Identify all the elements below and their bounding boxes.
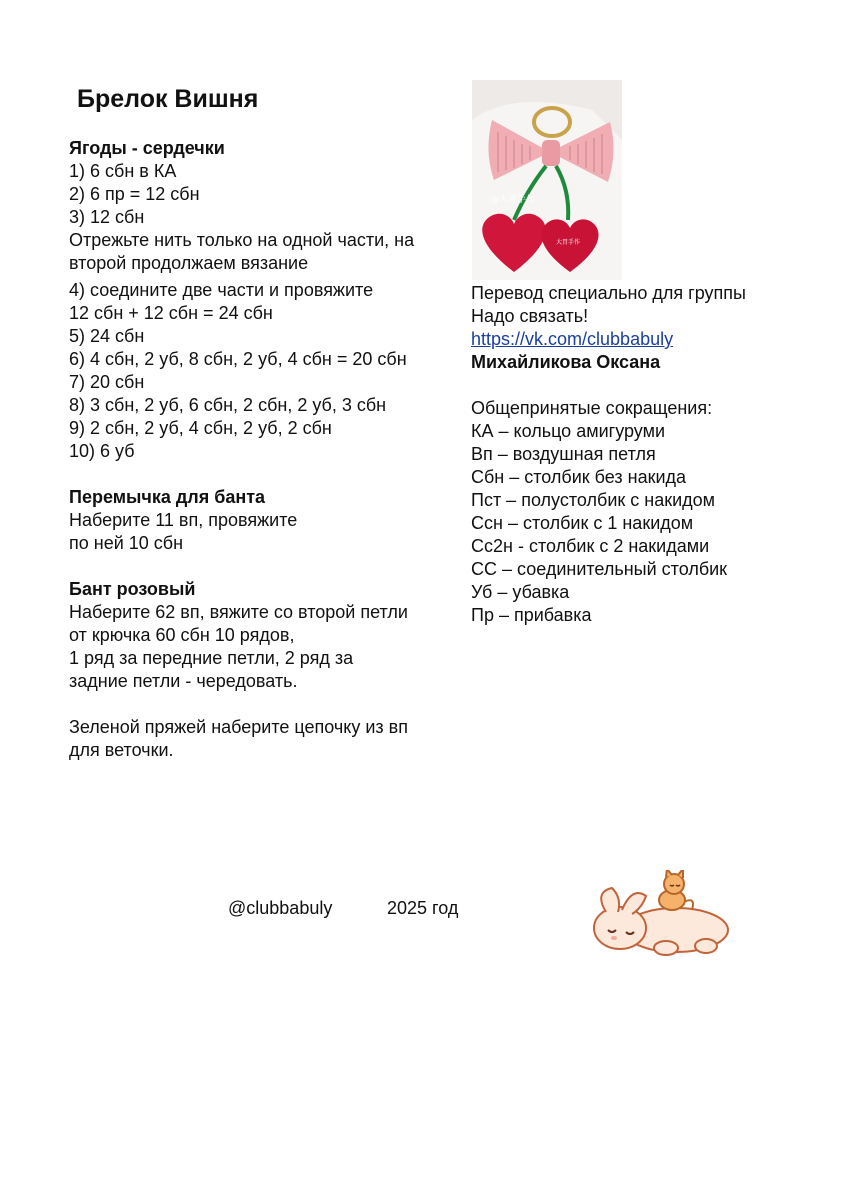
footer-handle: @clubbabuly xyxy=(228,898,333,918)
heart-watermark: 大胃手作 xyxy=(556,239,581,246)
product-photo xyxy=(472,80,622,280)
abbreviation-item: Сс2н - столбик с 2 накидами xyxy=(471,536,710,556)
translation-note: Перевод специально для группы xyxy=(471,283,746,303)
footer-year: 2025 год xyxy=(387,898,459,918)
abbreviation-item: Сбн – столбик без накида xyxy=(471,467,687,487)
author-name: Михайликова Оксана xyxy=(471,352,661,372)
berry-row: 6) 4 сбн, 2 уб, 8 сбн, 2 уб, 4 сбн = 20 сбн xyxy=(69,349,407,369)
abbreviation-item: Уб – убавка xyxy=(471,582,570,602)
branch-line: для веточки. xyxy=(69,740,174,760)
berry-note: второй продолжаем вязание xyxy=(69,253,309,273)
bridge-line: по ней 10 сбн xyxy=(69,533,184,553)
group-tagline: Надо связать! xyxy=(471,306,589,326)
credits-panel xyxy=(471,282,811,627)
bow-line: Наберите 62 вп, вяжите со второй петли xyxy=(69,602,408,622)
abbreviations-heading: Общепринятые сокращения: xyxy=(471,398,713,418)
berry-note: Отрежьте нить только на одной части, на xyxy=(69,230,415,250)
branch-line: Зеленой пряжей наберите цепочку из вп xyxy=(69,717,408,737)
berry-row: 5) 24 сбн xyxy=(69,326,145,346)
berry-row: 1) 6 сбн в КА xyxy=(69,161,177,181)
abbreviation-item: Пр – прибавка xyxy=(471,605,592,625)
bow-heading: Бант розовый xyxy=(69,579,196,599)
berries-heading: Ягоды - сердечки xyxy=(69,138,225,158)
bridge-heading: Перемычка для банта xyxy=(69,487,266,507)
berry-row: 12 сбн + 12 сбн = 24 сбн xyxy=(69,303,273,323)
berry-row: 8) 3 сбн, 2 уб, 6 сбн, 2 сбн, 2 уб, 3 сбн xyxy=(69,395,387,415)
bunny-cat-illustration xyxy=(588,870,738,960)
group-link[interactable]: https://vk.com/clubbabuly xyxy=(471,329,674,349)
berry-row: 4) соедините две части и провяжите xyxy=(69,280,374,300)
bow-line: от крючка 60 сбн 10 рядов, xyxy=(69,625,295,645)
photo-watermark: @大胃手作 xyxy=(490,195,536,205)
abbreviation-item: Пст – полустолбик с накидом xyxy=(471,490,716,510)
berry-row: 9) 2 сбн, 2 уб, 4 сбн, 2 уб, 2 сбн xyxy=(69,418,332,438)
berry-row: 7) 20 сбн xyxy=(69,372,145,392)
abbreviation-item: Вп – воздушная петля xyxy=(471,444,656,464)
berry-row: 2) 6 пр = 12 сбн xyxy=(69,184,200,204)
bow-line: 1 ряд за передние петли, 2 ряд за xyxy=(69,648,354,668)
abbreviation-item: СС – соединительный столбик xyxy=(471,559,728,579)
abbreviation-item: Ссн – столбик с 1 накидом xyxy=(471,513,694,533)
pattern-instructions xyxy=(69,137,469,762)
bow-line: задние петли - чередовать. xyxy=(69,671,298,691)
berry-row: 3) 12 сбн xyxy=(69,207,145,227)
page-title: Брелок Вишня xyxy=(77,85,259,113)
berry-row: 10) 6 уб xyxy=(69,441,135,461)
bridge-line: Наберите 11 вп, провяжите xyxy=(69,510,298,530)
abbreviation-item: КА – кольцо амигуруми xyxy=(471,421,666,441)
